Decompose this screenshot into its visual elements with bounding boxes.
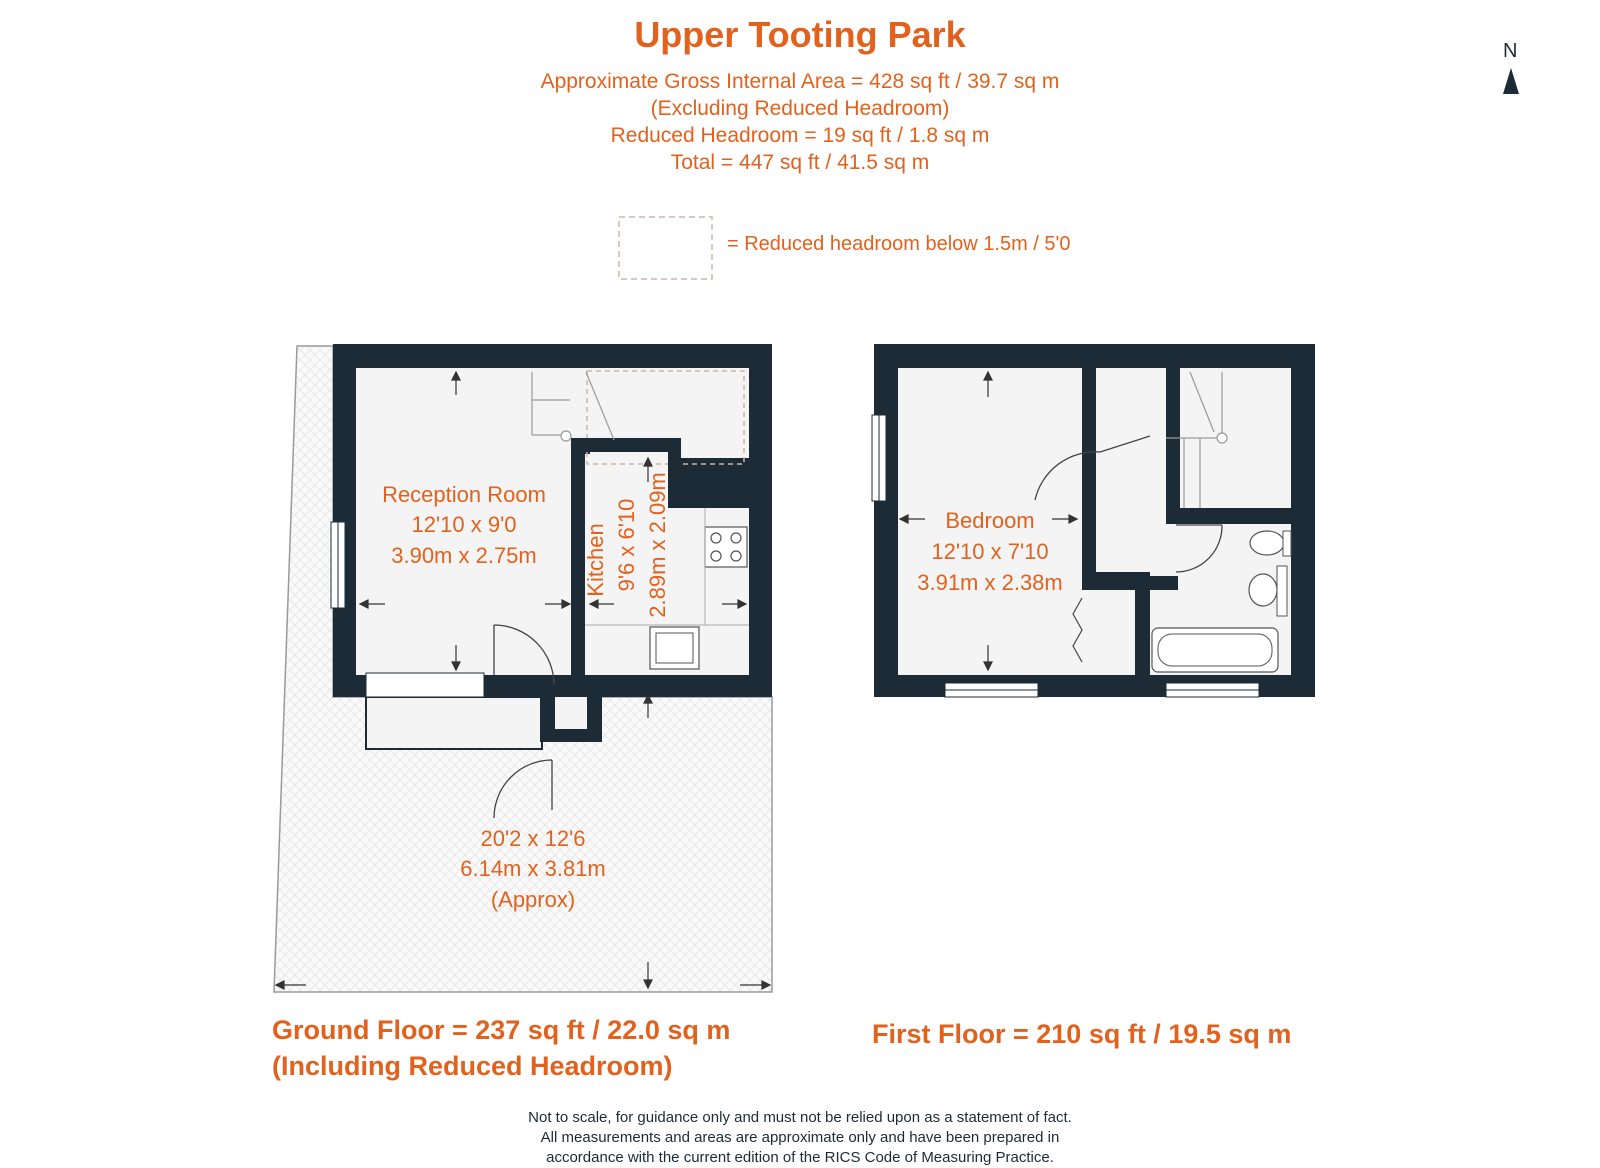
bedroom-name: Bedroom [945,508,1035,533]
kitchen-imperial: 9'6 x 6'10 [614,498,639,592]
gross-area-text: Approximate Gross Internal Area = 428 sq ft / 39.7 sq m [540,70,1060,93]
ground-floor-label [272,1012,730,1084]
reduced-headroom-text: Reduced Headroom = 19 sq ft / 1.8 sq m [610,124,990,147]
partition-wall [571,438,681,452]
hob-icon [705,527,747,567]
ground-floor-area: Ground Floor = 237 sq ft / 22.0 sq m [272,1015,731,1045]
disclaimer-line: accordance with the current edition of the RICS Code of Measuring Practice. [546,1149,1054,1166]
first-floor-label: First Floor = 210 sq ft / 19.5 sq m [872,1019,1292,1049]
garden-metric: 6.14m x 3.81m [460,856,606,881]
garden-note: (Approx) [490,887,576,912]
ground-floor-note: (Including Reduced Headroom) [272,1051,673,1081]
reception-room-name: Reception Room [382,482,546,507]
total-area-text: Total = 447 sq ft / 41.5 sq m [670,151,930,174]
kitchen-metric: 2.89m x 2.09m [645,472,670,618]
basin-icon [1249,574,1277,606]
bay-window [366,697,542,749]
excluding-note: (Excluding Reduced Headroom) [650,97,950,120]
partition-wall [668,494,749,508]
kitchen-name: Kitchen [583,523,608,597]
partition-wall [1082,368,1096,590]
disclaimer-line: Not to scale, for guidance only and must not be relied upon as a statement of fact. [528,1109,1072,1126]
partition-wall [1136,576,1150,675]
legend-text: = Reduced headroom below 1.5m / 5'0 [727,233,1071,255]
garden-imperial: 20'2 x 12'6 [480,826,586,851]
reception-room-imperial: 12'10 x 9'0 [411,512,517,537]
disclaimer-line: All measurements and areas are approximate only and have been prepared in [540,1129,1060,1146]
partition-wall [1166,510,1291,524]
reception-room-metric: 3.90m x 2.75m [391,543,537,568]
partition-wall [1082,576,1178,590]
north-arrow-icon [1503,68,1519,94]
disclaimer [0,1108,1600,1168]
toilet-icon [1250,531,1284,555]
bedroom-imperial: 12'10 x 7'10 [931,539,1049,564]
bedroom-metric: 3.91m x 2.38m [917,570,1063,595]
north-label: N [1503,40,1518,62]
bath-icon [1152,628,1278,672]
plan-title: Upper Tooting Park [634,14,966,55]
partition-wall [1166,368,1172,438]
legend-dashed-box [619,217,712,279]
